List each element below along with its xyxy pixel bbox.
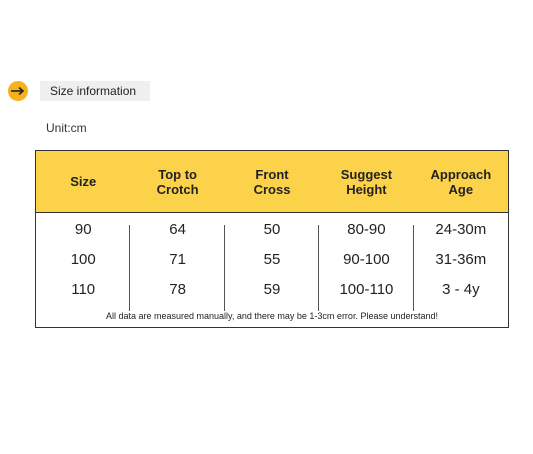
table-cell: 110 (71, 281, 96, 298)
column-top-to-crotch (130, 215, 224, 311)
table-cell: 59 (263, 281, 281, 298)
column-header-suggest-height: Suggest Height (340, 166, 393, 197)
table-header (36, 151, 508, 213)
table-cell: 55 (263, 251, 281, 268)
column-header-size: Size (70, 174, 97, 189)
table-cell: 71 (169, 251, 186, 268)
table-cell: 100 (70, 251, 96, 268)
column-header-approach-age: Approach Age (430, 166, 492, 197)
table-cell: 24-30m (435, 221, 487, 238)
table-cell: 90 (74, 221, 92, 238)
column-header-top-to-crotch: Top to Crotch (156, 166, 199, 197)
size-table (35, 150, 509, 328)
arrow-right-icon (8, 81, 28, 101)
table-cell: 90-100 (343, 251, 390, 268)
table-cell: 78 (169, 281, 186, 298)
table-cell: 3 - 4y (442, 281, 480, 298)
column-size (36, 215, 130, 311)
section-title: Size information (40, 81, 150, 101)
section-title-row (8, 80, 150, 102)
table-cell: 80-90 (347, 221, 386, 238)
unit-label: Unit:cm (46, 121, 87, 135)
table-cell: 31-36m (435, 251, 487, 268)
column-approach-age (414, 215, 508, 311)
measurement-note: All data are measured manually, and there may be 1-3cm error. Please understand! (105, 311, 438, 321)
table-cell: 50 (263, 221, 281, 238)
table-cell: 64 (169, 221, 186, 238)
table-body (36, 213, 508, 311)
column-header-front-cross: Front Cross (253, 166, 291, 197)
table-cell: 100-110 (339, 281, 394, 298)
column-front-cross (225, 215, 319, 311)
column-suggest-height (319, 215, 413, 311)
